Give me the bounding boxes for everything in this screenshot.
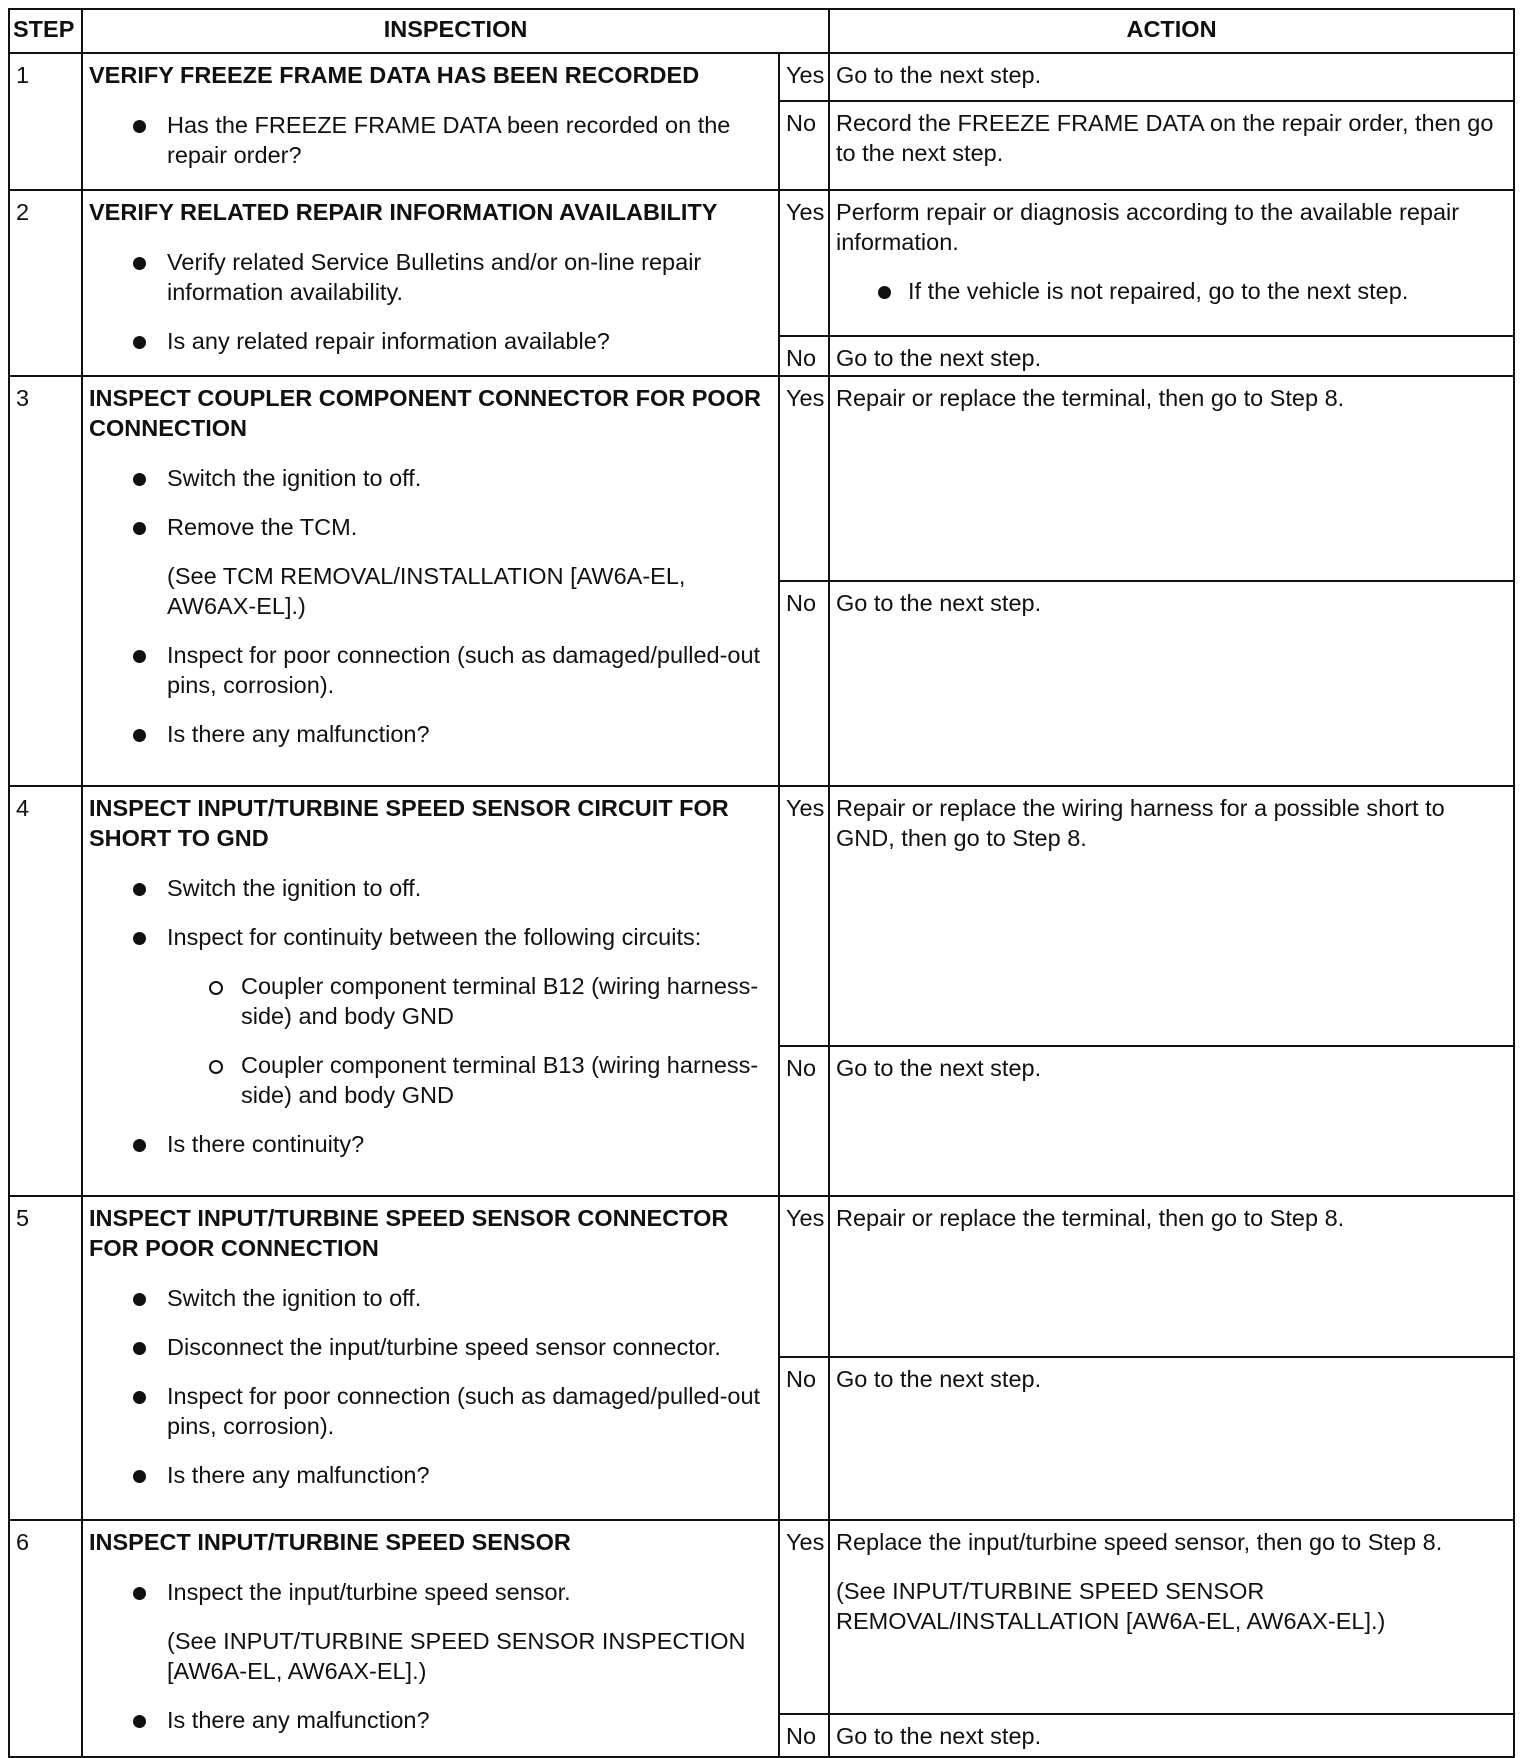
action-text: Go to the next step. bbox=[836, 590, 1042, 616]
header-step: STEP bbox=[9, 9, 82, 53]
sub-list-item: Coupler component terminal B13 (wiring harness-side) and body GND bbox=[167, 1050, 772, 1110]
action-text: Go to the next step. bbox=[836, 62, 1042, 88]
sub-list-item: Coupler component terminal B12 (wiring harness-side) and body GND bbox=[167, 971, 772, 1031]
reference-note: (See INPUT/TURBINE SPEED SENSOR INSPECTION [AW6A-EL, AW6AX-EL].) bbox=[167, 1628, 746, 1684]
no-action bbox=[829, 101, 1514, 190]
step-number: 6 bbox=[9, 1520, 82, 1757]
yes-action bbox=[829, 190, 1514, 336]
step-number: 5 bbox=[9, 1196, 82, 1520]
list-item: Disconnect the input/turbine speed sensor connector. bbox=[89, 1332, 772, 1362]
step-number: 4 bbox=[9, 786, 82, 1196]
yes-action bbox=[829, 786, 1514, 1046]
no-label: No bbox=[779, 336, 829, 376]
inspection-cell bbox=[82, 376, 779, 786]
no-label: No bbox=[779, 1046, 829, 1196]
action-text: Perform repair or diagnosis according to the available repair information. bbox=[836, 199, 1460, 255]
table-row bbox=[9, 376, 1514, 581]
table-row bbox=[9, 53, 1514, 101]
reference-note: (See INPUT/TURBINE SPEED SENSOR REMOVAL/INSTALLATION [AW6A-EL, AW6AX-EL].) bbox=[836, 1578, 1386, 1634]
inspection-list bbox=[89, 110, 772, 170]
action-text: Go to the next step. bbox=[836, 345, 1042, 372]
list-item: Inspect for poor connection (such as damaged/pulled-out pins, corrosion). bbox=[89, 640, 772, 700]
action-text: Repair or replace the wiring harness for a possible short to GND, then go to Step 8. bbox=[836, 795, 1445, 851]
action-text: Replace the input/turbine speed sensor, then go to Step 8. bbox=[836, 1529, 1443, 1555]
list-item bbox=[89, 922, 772, 1110]
no-action bbox=[829, 1046, 1514, 1196]
action-text: Go to the next step. bbox=[836, 1723, 1042, 1749]
list-item: Inspect the input/turbine speed sensor. bbox=[89, 1577, 772, 1607]
yes-label: Yes bbox=[779, 1196, 829, 1357]
list-item: Switch the ignition to off. bbox=[89, 463, 772, 493]
list-item-text: Inspect for continuity between the following circuits: bbox=[167, 924, 702, 950]
inspection-title: INSPECT COUPLER COMPONENT CONNECTOR FOR POOR CONNECTION bbox=[89, 385, 761, 441]
step-number: 1 bbox=[9, 53, 82, 190]
step-number: 2 bbox=[9, 190, 82, 376]
inspection-title: INSPECT INPUT/TURBINE SPEED SENSOR CONNECTOR FOR POOR CONNECTION bbox=[89, 1205, 729, 1261]
sub-list bbox=[167, 971, 772, 1110]
list-item: Inspect for poor connection (such as damaged/pulled-out pins, corrosion). bbox=[89, 1381, 772, 1441]
inspection-title: INSPECT INPUT/TURBINE SPEED SENSOR bbox=[89, 1529, 571, 1555]
yes-action bbox=[829, 376, 1514, 581]
list-item: Is there any malfunction? bbox=[89, 1705, 772, 1735]
no-action bbox=[829, 336, 1514, 376]
list-item: Is there any malfunction? bbox=[89, 1460, 772, 1490]
inspection-list bbox=[89, 1283, 772, 1490]
yes-label: Yes bbox=[779, 1520, 829, 1714]
list-item: Is there continuity? bbox=[89, 1129, 772, 1159]
inspection-list bbox=[89, 873, 772, 1159]
diagnostic-procedure-table bbox=[8, 8, 1515, 1758]
inspection-list bbox=[89, 463, 772, 749]
action-text: Repair or replace the terminal, then go to Step 8. bbox=[836, 385, 1345, 411]
inspection-cell bbox=[82, 786, 779, 1196]
yes-label: Yes bbox=[779, 190, 829, 336]
action-text: Go to the next step. bbox=[836, 1366, 1042, 1392]
inspection-title: VERIFY RELATED REPAIR INFORMATION AVAILABILITY bbox=[89, 199, 718, 225]
yes-label: Yes bbox=[779, 53, 829, 101]
list-item: Remove the TCM. bbox=[89, 512, 772, 542]
no-label: No bbox=[779, 101, 829, 190]
no-action bbox=[829, 581, 1514, 786]
inspection-cell bbox=[82, 53, 779, 190]
inspection-cell bbox=[82, 190, 779, 376]
table-header-row bbox=[9, 9, 1514, 53]
no-label: No bbox=[779, 581, 829, 786]
step-number: 3 bbox=[9, 376, 82, 786]
list-item: Verify related Service Bulletins and/or on-line repair information availability. bbox=[89, 247, 772, 307]
inspection-cell bbox=[82, 1520, 779, 1757]
no-label: No bbox=[779, 1357, 829, 1520]
list-item: Switch the ignition to off. bbox=[89, 873, 772, 903]
list-item: Switch the ignition to off. bbox=[89, 1283, 772, 1313]
yes-label: Yes bbox=[779, 786, 829, 1046]
list-item: Is any related repair information available? bbox=[89, 326, 772, 356]
table-row bbox=[9, 1520, 1514, 1714]
inspection-title: VERIFY FREEZE FRAME DATA HAS BEEN RECORDED bbox=[89, 62, 700, 88]
inspection-list bbox=[89, 1577, 772, 1735]
no-action bbox=[829, 1714, 1514, 1757]
header-inspection: INSPECTION bbox=[82, 9, 829, 53]
action-text: Repair or replace the terminal, then go to Step 8. bbox=[836, 1205, 1345, 1231]
table-row bbox=[9, 786, 1514, 1046]
no-label: No bbox=[779, 1714, 829, 1757]
header-action: ACTION bbox=[829, 9, 1514, 53]
yes-action bbox=[829, 1520, 1514, 1714]
action-list bbox=[836, 276, 1507, 306]
list-item: Has the FREEZE FRAME DATA been recorded on the repair order? bbox=[89, 110, 772, 170]
list-item: If the vehicle is not repaired, go to the next step. bbox=[836, 276, 1507, 306]
table-row bbox=[9, 190, 1514, 336]
inspection-list bbox=[89, 247, 772, 356]
action-text: Record the FREEZE FRAME DATA on the repair order, then go to the next step. bbox=[836, 110, 1494, 167]
no-action bbox=[829, 1357, 1514, 1520]
yes-action bbox=[829, 53, 1514, 101]
reference-note: (See TCM REMOVAL/INSTALLATION [AW6A-EL, AW6AX-EL].) bbox=[167, 563, 686, 619]
inspection-title: INSPECT INPUT/TURBINE SPEED SENSOR CIRCUIT FOR SHORT TO GND bbox=[89, 795, 729, 851]
table-row bbox=[9, 1196, 1514, 1357]
yes-label: Yes bbox=[779, 376, 829, 581]
action-text: Go to the next step. bbox=[836, 1055, 1042, 1081]
inspection-cell bbox=[82, 1196, 779, 1520]
yes-action bbox=[829, 1196, 1514, 1357]
list-item: Is there any malfunction? bbox=[89, 719, 772, 749]
